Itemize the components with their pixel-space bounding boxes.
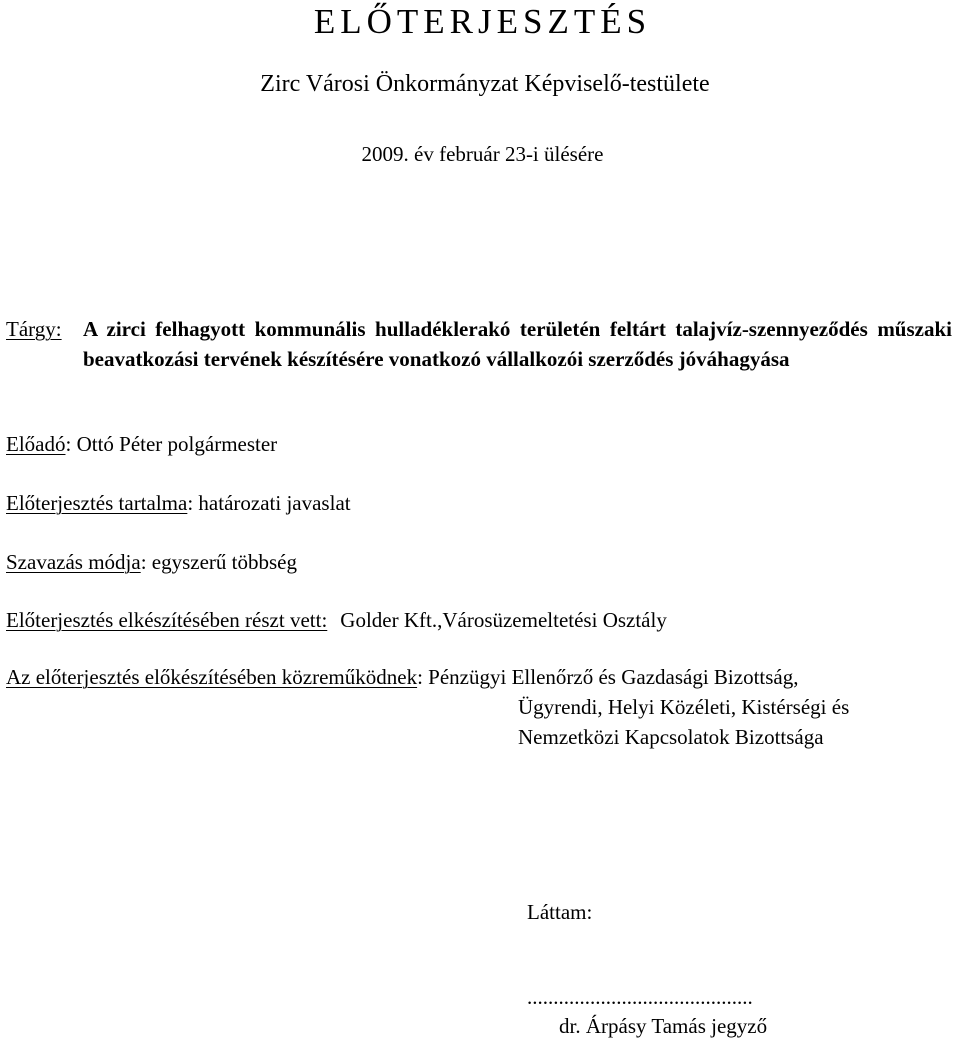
contributors-label: Az előterjesztés előkészítésében közreműködnek xyxy=(6,665,418,689)
content-label: Előterjesztés tartalma xyxy=(6,491,188,515)
presenter-value: : Ottó Péter polgármester xyxy=(65,432,278,456)
contributors-value-line1: : Pénzügyi Ellenőrző és Gazdasági Bizottság, xyxy=(417,665,799,689)
contributors-line xyxy=(6,662,799,692)
subject-text: A zirci felhagyott kommunális hulladéklerakó területén feltárt talajvíz-szennyeződés műszaki beavatkozási tervének készítésére vonatkozó vállalkozói szerződés jóváhagyása xyxy=(83,317,952,371)
document-title: ELŐTERJESZTÉS xyxy=(313,2,652,41)
prepared-by-label: Előterjesztés elkészítésében részt vett: xyxy=(6,608,328,632)
presenter-label: Előadó xyxy=(6,432,66,456)
signatory-name: dr. Árpásy Tamás jegyző xyxy=(559,1014,768,1038)
contributors-value-line3: Nemzetközi Kapcsolatok Bizottsága xyxy=(518,725,824,749)
prepared-by-value: Golder Kft.,Városüzemeltetési Osztály xyxy=(340,608,667,632)
signature-dots: ........................................... xyxy=(527,985,753,1009)
prepared-by-line xyxy=(6,605,667,635)
voting-label: Szavazás módja xyxy=(6,550,141,574)
subject-block xyxy=(6,314,952,374)
voting-line xyxy=(6,547,297,577)
seen-label: Láttam: xyxy=(527,900,593,924)
presenter-line xyxy=(6,429,277,459)
meeting-date: 2009. év február 23-i ülésére xyxy=(361,142,604,166)
voting-value: : egyszerű többség xyxy=(140,550,297,574)
subject-label: Tárgy: xyxy=(6,317,62,341)
content-value: : határozati javaslat xyxy=(187,491,351,515)
council-name: Zirc Városi Önkormányzat Képviselő-testülete xyxy=(260,71,710,97)
content-line xyxy=(6,488,351,518)
contributors-value-line2: Ügyrendi, Helyi Közéleti, Kistérségi és xyxy=(518,695,850,719)
contributors-continuation xyxy=(518,692,849,752)
